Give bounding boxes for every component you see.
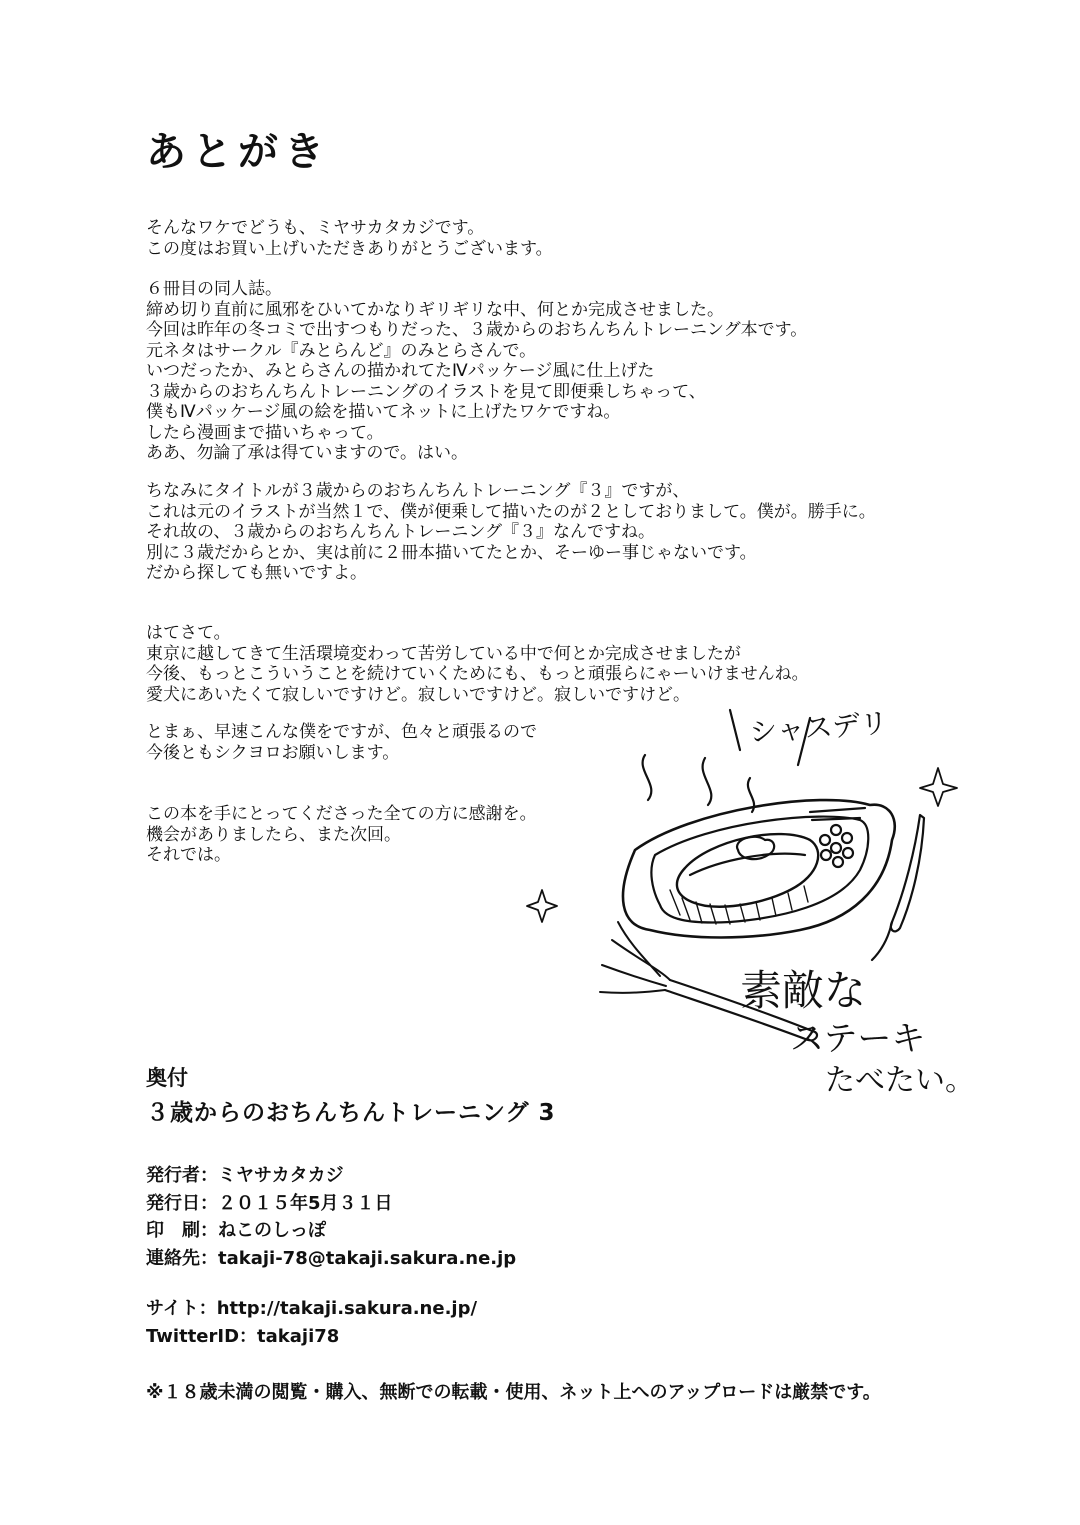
steak-illustration [520,690,990,1130]
sparkle-icon [527,890,557,922]
text-line: ああ、勿論了承は得ていますので。はい。 [146,443,468,463]
text-line: 僕もⅣパッケージ風の絵を描いてネットに上げたワケですね。 [146,402,621,422]
sparkle-icon [920,768,957,806]
text-line: いつだったか、みとらさんの描かれてたⅣパッケージ風に仕上げた [146,361,655,381]
text-line: 東京に越してきて生活環境変わって苦労している中で何とか完成させましたが [146,643,741,664]
colophon-heading: 奥付 [146,1066,188,1090]
text-line: したら漫画まで描いちゃって。 [146,422,384,443]
page-title: あとがき [146,129,330,175]
text-line: はてさて。 [146,623,231,643]
text-line: とまぁ、早速こんな僕をですが、色々と頑張るので [146,722,537,742]
text-line: 今後ともシクヨロお願いします。 [146,742,400,763]
colophon-links [146,1295,477,1350]
text-line: 今後、もっとこういうことを続けていくためにも、もっと頑張らにゃーいけませんね。 [146,664,809,684]
printer-row: 印 刷：ねこのしっぽ [146,1220,326,1241]
text-line: それでは。 [146,845,231,865]
publisher-row: 発行者：ミヤサカタカジ [146,1165,344,1186]
text-line: ６冊目の同人誌。 [146,279,282,299]
publish-date-row: 発行日：２０１５年5月３１日 [146,1192,393,1214]
paragraph-title-note [146,481,946,584]
text-line: この本を手にとってくださった全ての方に感謝を。 [146,804,537,824]
text-line: ３歳からのおちんちんトレーニングのイラストを見て即便乗しちゃって、 [146,381,706,402]
caption-line: たべたい。 [825,1063,975,1098]
text-line: 元ネタはサークル『みとらんど』のみとらさんで。 [146,340,537,361]
text-line: この度はお買い上げいただきありがとうございます。 [146,238,553,259]
paragraph-greeting [146,218,946,259]
paragraph-about-book [146,279,946,464]
text-line: ちなみにタイトルが３歳からのおちんちんトレーニング『３』ですが、 [146,481,690,501]
text-line: 今回は昨年の冬コミで出すつもりだった、３歳からのおちんちんトレーニング本です。 [146,320,808,340]
text-line: そんなワケでどうも、ミヤサカタカジです。 [146,218,485,238]
contact-row: 連絡先：takaji-78@takaji.sakura.ne.jp [146,1247,517,1269]
age-restriction-notice: ※１８歳未満の閲覧・購入、無断での転載・使用、ネット上へのアップロードは厳禁です。 [146,1382,881,1403]
text-line: 別に３歳だからとか、実は前に２冊本描いてたとか、そーゆー事じゃないです。 [146,542,757,563]
sfx-text: シャスデリ [748,706,890,749]
site-link[interactable]: サイト：http://takaji.sakura.ne.jp/ [146,1298,478,1319]
caption-line: ステーキ [790,1019,926,1059]
book-title: ３歳からのおちんちんトレーニング 3 [146,1100,556,1126]
text-line: 締め切り直前に風邪をひいてかなりギリギリな中、何とか完成させました。 [146,299,724,320]
colophon-info [146,1162,516,1272]
caption-line: 素敵な [740,966,867,1015]
text-line: それ故の、３歳からのおちんちんトレーニング『３』なんですね。 [146,522,655,542]
twitter-id[interactable]: TwitterID：takaji78 [146,1325,340,1347]
text-line: これは元のイラストが当然１で、僕が便乗して描いたのが２としておりまして。僕が。勝手に。 [146,501,876,522]
text-line: だから探しても無いですよ。 [146,563,367,583]
text-line: 愛犬にあいたくて寂しいですけど。寂しいですけど。寂しいですけど。 [146,684,690,705]
text-line: 機会がありましたら、また次回。 [146,824,401,845]
